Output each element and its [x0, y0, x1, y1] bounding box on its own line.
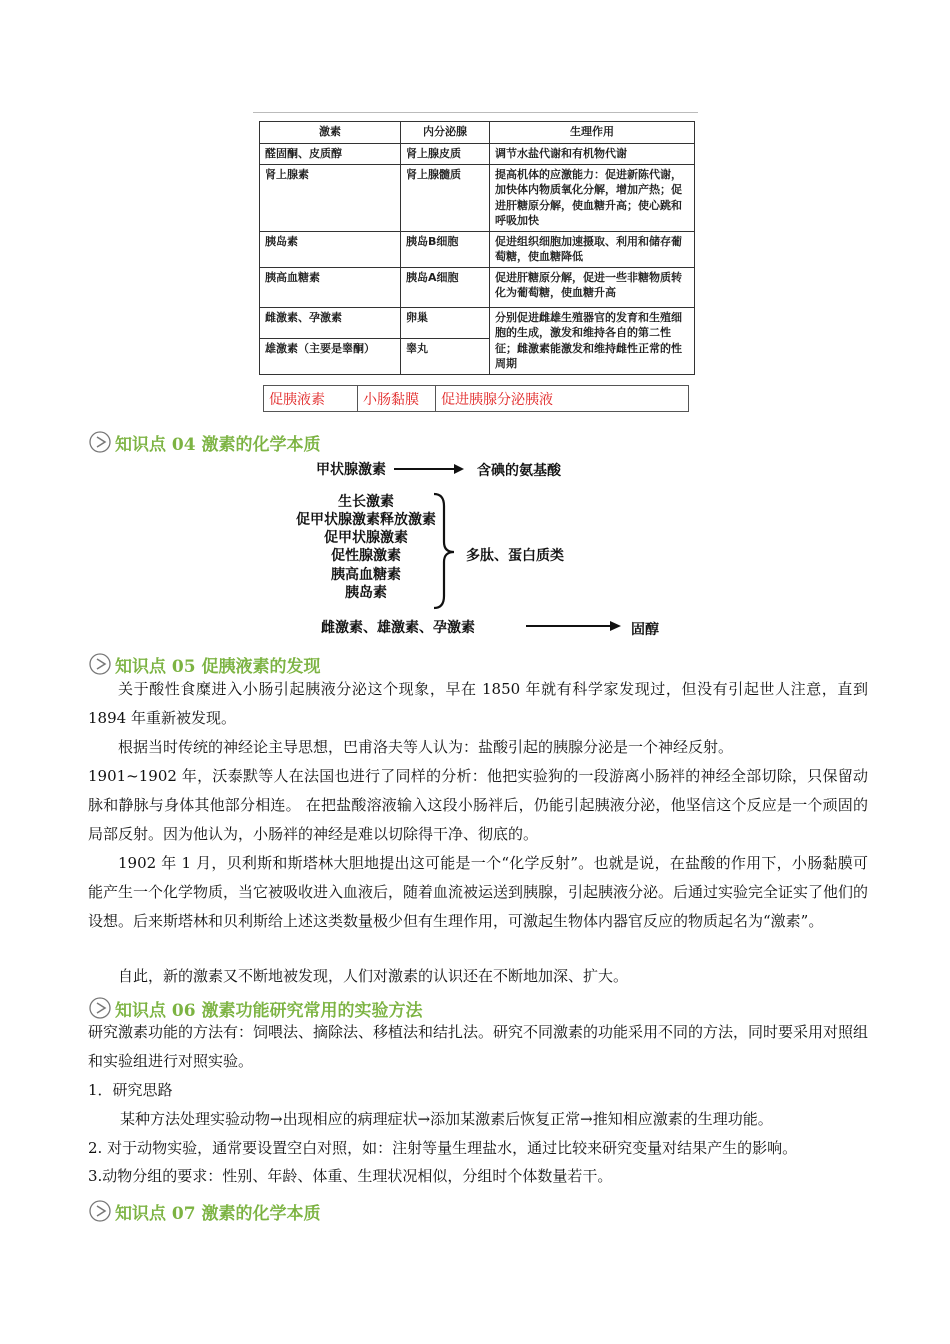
table-row	[260, 144, 695, 165]
cell-function: 调节水盐代谢和有机物代谢	[490, 144, 695, 165]
header-rule	[253, 112, 698, 113]
cell-hormone: 胰高血糖素	[260, 267, 401, 307]
cell-gland: 小肠黏膜	[358, 386, 436, 412]
cell-gland: 睾丸	[401, 338, 490, 374]
header-gland: 内分泌腺	[401, 122, 490, 144]
cell-gland: 卵巢	[401, 307, 490, 338]
section-title: 知识点 07 激素的化学本质	[115, 1203, 321, 1224]
diagram-thyroid-result: 含碘的氨基酸	[477, 463, 561, 479]
cell-gland: 胰岛B细胞	[401, 231, 490, 267]
cell-hormone: 肾上腺素	[260, 164, 401, 231]
diagram-peptide-item: 促甲状腺激素释放激素	[296, 512, 436, 528]
diagram-steroids: 雌激素、雄激素、孕激素	[321, 620, 475, 636]
diagram-steroid-result: 固醇	[631, 622, 659, 638]
cell-gland: 胰岛A细胞	[401, 267, 490, 307]
section-title: 知识点 06 激素功能研究常用的实验方法	[115, 1000, 423, 1021]
paragraph: 1902 年 1 月，贝利斯和斯塔林大胆地提出这可能是一个“化学反射”。也就是说，在盐酸的作用下，小肠黏膜可能产生一个化学物质，当它被吸收进入血液后，随着血流被运送到胰腺，引起胰液分泌。后通过实验完全证实了他们的设想。后来斯塔林和贝利斯给上述这类数量极少但有生理作用，可激起生物体内器官反应的物质起名为“激素”。	[88, 854, 869, 930]
cell-function: 促进肝糖原分解，促进一些非糖物质转化为葡萄糖，使血糖升高	[490, 267, 695, 307]
list-item-detail: 某种方法处理实验动物→出现相应的病理症状→添加某激素后恢复正常→推知相应激素的生理功能。	[120, 1110, 773, 1128]
table-row	[260, 267, 695, 307]
table-row	[260, 164, 695, 231]
cell-hormone: 促胰液素	[264, 386, 358, 412]
table-row	[260, 231, 695, 267]
section-title: 知识点 05 促胰液素的发现	[115, 656, 321, 677]
cell-function: 分别促进雌雄生殖器官的发育和生殖细胞的生成，激发和维持各自的第二性征；雌激素能激发和维持雌性正常的性周期	[490, 307, 695, 374]
section-04-heading	[88, 429, 321, 455]
section-07-heading	[88, 1198, 321, 1224]
play-circle-icon	[88, 652, 112, 676]
paragraph: 研究激素功能的方法有：饲喂法、摘除法、移植法和结扎法。研究不同激素的功能采用不同的方法，同时要采用对照组和实验组进行对照实验。	[88, 1023, 869, 1070]
play-circle-icon	[88, 996, 112, 1020]
header-function: 生理作用	[490, 122, 695, 144]
arrow-icon	[392, 461, 468, 477]
cell-gland: 肾上腺髓质	[401, 164, 490, 231]
secretin-table	[263, 385, 689, 412]
paragraph: 根据当时传统的神经论主导思想，巴甫洛夫等人认为：盐酸引起的胰腺分泌是一个神经反射。	[118, 738, 734, 756]
play-circle-icon	[88, 1199, 112, 1223]
list-item: 2. 对于动物实验，通常要设置空白对照，如：注射等量生理盐水，通过比较来研究变量对结果产生的影响。	[88, 1139, 798, 1157]
cell-hormone: 胰岛素	[260, 231, 401, 267]
diagram-peptide-item: 促甲状腺激素	[324, 530, 408, 546]
arrow-icon	[524, 618, 624, 634]
hormone-table	[259, 121, 695, 375]
cell-function: 提高机体的应激能力：促进新陈代谢，加快体内物质氧化分解，增加产热；促进肝糖原分解，使血糖升高；使心跳和呼吸加快	[490, 164, 695, 231]
cell-hormone: 醛固酮、皮质醇	[260, 144, 401, 165]
diagram-peptide-result: 多肽、蛋白质类	[466, 548, 564, 564]
section-05-heading	[88, 651, 321, 677]
paragraph: 自此，新的激素又不断地被发现，人们对激素的认识还在不断地加深、扩大。	[118, 967, 629, 985]
diagram-peptide-item: 促性腺激素	[331, 548, 401, 564]
cell-hormone: 雄激素（主要是睾酮）	[260, 338, 401, 374]
play-circle-icon	[88, 430, 112, 454]
cell-function: 促进胰腺分泌胰液	[436, 386, 689, 412]
table-row	[264, 386, 689, 412]
paragraph: 关于酸性食糜进入小肠引起胰液分泌这个现象，早在 1850 年就有科学家发现过，但没有引起世人注意，直到 1894 年重新被发现。	[88, 680, 868, 727]
section-title: 知识点 04 激素的化学本质	[115, 434, 321, 455]
cell-gland: 肾上腺皮质	[401, 144, 490, 165]
list-item: 3.动物分组的要求：性别、年龄、体重、生理状况相似，分组时个体数量若干。	[88, 1167, 613, 1185]
table-header-row	[260, 122, 695, 144]
diagram-peptide-item: 胰高血糖素	[331, 567, 401, 583]
header-hormone: 激素	[260, 122, 401, 144]
brace-icon	[430, 492, 466, 610]
table-row	[260, 307, 695, 338]
paragraph: 1901~1902 年，沃泰默等人在法国也进行了同样的分析：他把实验狗的一段游离小肠袢的神经全部切除，只保留动脉和静脉与身体其他部分相连。 在把盐酸溶液输入这段小肠袢后，仍能引起胰液分泌，他坚信这个反应是一个顽固的局部反射。因为他认为，小肠袢的神经是难以切除得干净、彻底的。	[88, 767, 868, 843]
diagram-thyroid: 甲状腺激素	[316, 462, 386, 478]
list-item: 1．研究思路	[88, 1081, 173, 1099]
diagram-peptide-item: 生长激素	[338, 494, 394, 510]
cell-hormone: 雌激素、孕激素	[260, 307, 401, 338]
cell-function: 促进组织细胞加速摄取、利用和储存葡萄糖，使血糖降低	[490, 231, 695, 267]
diagram-peptide-item: 胰岛素	[345, 585, 387, 601]
